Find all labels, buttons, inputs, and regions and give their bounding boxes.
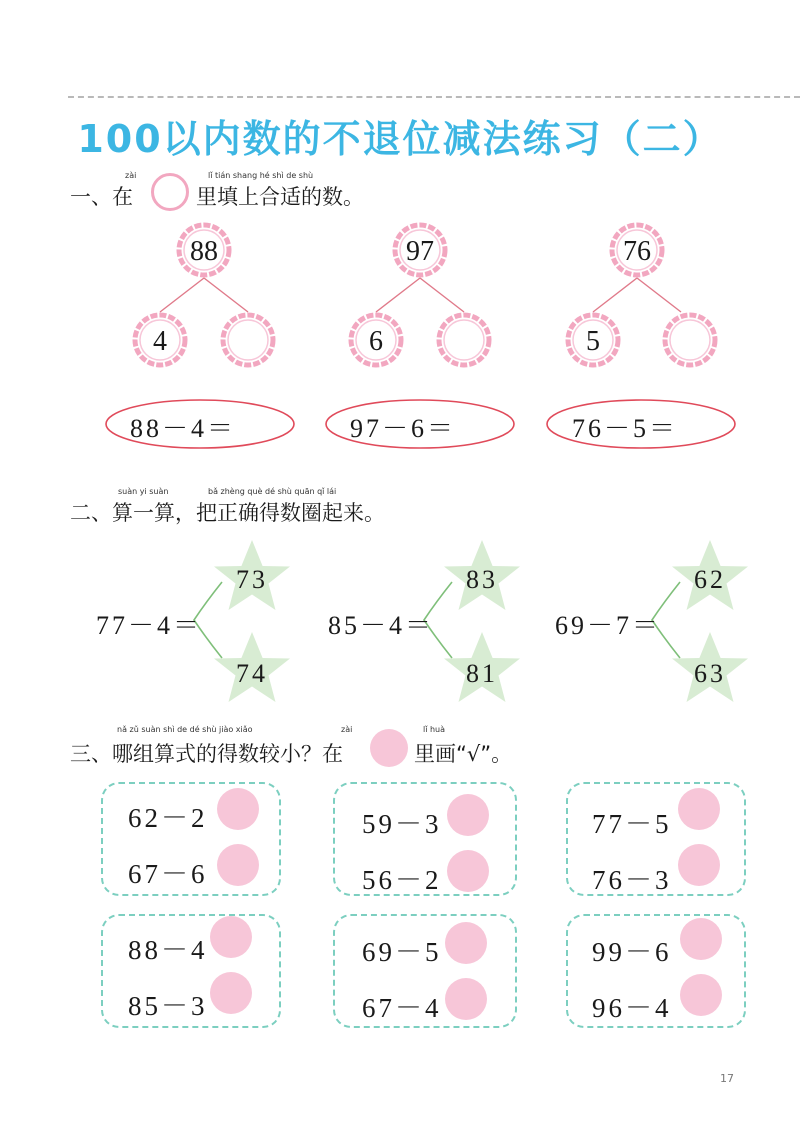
group-4-answer-dot-a[interactable] (210, 916, 252, 958)
group-5-answer-dot-b[interactable] (445, 978, 487, 1020)
pinyin-instruction-3b: lǐ huà (423, 725, 446, 734)
bond-1-left: 4 (153, 326, 167, 357)
section3-heading-suffix: 里画“√”。 (414, 742, 513, 766)
bond-2-top: 97 (406, 236, 434, 267)
number-bond-1 (135, 225, 273, 365)
bond-3-left: 5 (586, 326, 600, 357)
page-number: 17 (720, 1072, 734, 1085)
group-4-answer-dot-b[interactable] (210, 972, 252, 1014)
group-3-expr-a: 77－5 (592, 809, 672, 839)
section3-heading-prefix: 三、哪组算式的得数较小？在 (70, 742, 343, 766)
group-1-answer-dot-a[interactable] (217, 788, 259, 830)
group-2-answer-dot-a[interactable] (447, 794, 489, 836)
star-expr-3: 69－7＝ (555, 611, 662, 640)
choice-2-lower: 81 (466, 659, 498, 688)
pinyin-instruction-2a: suàn yi suàn (118, 487, 169, 496)
group-4-expr-a: 88－4 (128, 935, 208, 965)
page-title: 100以内数的不退位减法练习（二） (77, 117, 723, 161)
choice-3-lower: 63 (694, 659, 726, 688)
number-bond-2 (351, 225, 489, 365)
bond-3-top: 76 (623, 236, 651, 267)
group-1-expr-b: 67－6 (128, 859, 208, 889)
group-3-answer-dot-a[interactable] (678, 788, 720, 830)
group-6-answer-dot-b[interactable] (680, 974, 722, 1016)
number-bond-3 (568, 225, 715, 365)
group-3-answer-dot-b[interactable] (678, 844, 720, 886)
group-5-answer-dot-a[interactable] (445, 922, 487, 964)
equation-1: 88－4＝ (130, 414, 237, 443)
bond-1-top: 88 (190, 236, 218, 267)
choice-1-upper: 73 (236, 565, 268, 594)
bond-2-left: 6 (369, 326, 383, 357)
equation-2: 97－6＝ (350, 414, 457, 443)
pinyin-zai: zài (125, 171, 137, 180)
group-1-expr-a: 62－2 (128, 803, 208, 833)
star-choice-1 (194, 540, 290, 702)
group-4-expr-b: 85－3 (128, 991, 208, 1021)
pinyin-instruction-3a: nǎ zǔ suàn shì de dé shù jiào xiǎo (117, 725, 253, 734)
group-1-answer-dot-b[interactable] (217, 844, 259, 886)
star-expr-1: 77－4＝ (96, 611, 203, 640)
star-expr-2: 85－4＝ (328, 611, 435, 640)
equation-3: 76－5＝ (572, 414, 679, 443)
pink-dot-icon (370, 729, 408, 767)
group-6-expr-b: 96－4 (592, 993, 672, 1023)
group-5-expr-a: 69－5 (362, 937, 442, 967)
pinyin-instruction-2b: bǎ zhèng què dé shù quān qǐ lái (208, 487, 337, 496)
group-2-expr-b: 56－2 (362, 865, 442, 895)
pinyin-zai-3: zài (341, 725, 353, 734)
section1-heading-suffix: 里填上合适的数。 (196, 185, 364, 209)
choice-3-upper: 62 (694, 565, 726, 594)
group-2-expr-a: 59－3 (362, 809, 442, 839)
group-6-expr-a: 99－6 (592, 937, 672, 967)
group-5-expr-b: 67－4 (362, 993, 442, 1023)
group-3-expr-b: 76－3 (592, 865, 672, 895)
group-2-answer-dot-b[interactable] (447, 850, 489, 892)
star-choice-2 (424, 540, 520, 702)
star-choice-3 (652, 540, 748, 702)
choice-1-lower: 74 (236, 659, 268, 688)
group-6-answer-dot-a[interactable] (680, 918, 722, 960)
pinyin-instruction-1: lǐ tián shang hé shì de shù (208, 171, 314, 180)
section1-heading-prefix: 一、在 (70, 185, 133, 209)
section2-heading: 二、算一算，把正确得数圈起来。 (70, 501, 385, 525)
choice-2-upper: 83 (466, 565, 498, 594)
